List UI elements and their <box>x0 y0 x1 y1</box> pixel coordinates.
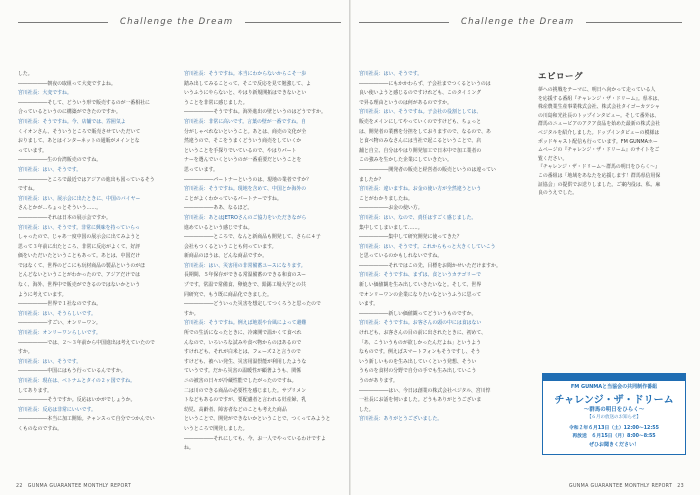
header-rule <box>245 22 341 23</box>
interview-line: すけども、被へい発生、災害用温摂能が利用したような <box>184 358 307 365</box>
interview-line: 宮川社長：はい、そうらしいです。 <box>18 310 96 317</box>
interview-line: 思って３年前に出たところ、非常に反応がよくて、好評 <box>18 243 141 250</box>
interview-line: ね。 <box>184 445 194 452</box>
interview-line: 然違うので、そこをうまくどういう商売をしていくか <box>184 138 302 145</box>
interview-line: 宮川社長：ありがとうございました。 <box>359 416 443 423</box>
interview-line: ――――――ああ、なるほど。 <box>184 205 253 212</box>
interview-line: 宮川社長：そうですね。例えば地震や台風によって避難 <box>184 320 307 327</box>
epilogue-line: 証協会」の提供でお送りしました。ご案内役は、私、麻 <box>538 181 661 188</box>
epilogue-line: 夢への挑戦をテーマに、明日へ向かって走っている人 <box>538 87 656 93</box>
epilogue-line: ベジタルを紹介しました。ドップインタビューの模様は <box>538 129 660 136</box>
epilogue-line: 株産農業生産事業株式会社、株式会社タイゴーカツシャ <box>538 104 660 111</box>
interview-line: 宮川社長：大変ですね。 <box>18 90 72 97</box>
right-page-header <box>359 15 682 29</box>
interview-line: ――――――本当に加工開始。チャンスって自分でつかんでい <box>18 416 155 423</box>
interview-line: おりまして、あとはインターネットの通販がメインとな <box>18 138 140 145</box>
epilogue-title: エピローグ <box>538 72 584 82</box>
interview-line: なものです。例えばスマートフォンもそうですし、そう <box>359 349 481 356</box>
interview-line: でオンリーワンの企業になりたいなというふうに思って <box>359 291 482 298</box>
header-title: Challenge the Dream <box>461 17 575 27</box>
interview-line: ――――――ところで、なんと新商品も開発して、さらに４子 <box>184 234 321 241</box>
interview-line: いうふうにやらないと、やはり新規開拓はできないとい <box>184 90 307 97</box>
interview-line: プです。常温で常備食、卵焼きで、鉛錫工場大学との共 <box>184 282 306 289</box>
promo-subtitle: ～群馬の明日をひらく～ <box>583 407 645 413</box>
interview-line: 宮川社長：そうですね。現地を含めて、中国とか海外の <box>184 186 307 193</box>
interview-line: 価をいただいたということもあって。あとは、中国だけ <box>18 253 141 260</box>
interview-line: ――――――集中して研究開発に使ってきた？ <box>359 234 462 241</box>
interview-line: した。 <box>18 71 33 77</box>
header-rule <box>359 22 449 23</box>
promo-airtime: 令和２年６月13日（土）12:00～12:55 <box>569 426 659 431</box>
epilogue-line: を応援する番組『チャレンジ・ザ・ドリーム』。県本は、 <box>538 95 663 102</box>
interview-line: 宮川社長：はい、そうです。 <box>18 166 82 173</box>
interview-line: 宮川社長：はい、災害用の非常備蓄ユースになります。 <box>184 262 306 269</box>
interview-line: 合っているというのに構築ができたのですか。 <box>18 109 121 116</box>
interview-line: ことがわかりましたね。 <box>359 195 413 202</box>
promo-caption: FM GUNMAと当協会の共同制作番組 <box>570 384 658 390</box>
left-column-1 <box>18 70 176 435</box>
interview-line: ですね。 <box>18 186 38 193</box>
interview-line: ように考えています。 <box>18 291 67 298</box>
interview-line: この強みを生かした企業にしていきたい。 <box>359 157 452 164</box>
interview-line: した。 <box>359 406 374 413</box>
page-footer: GUNMA GUARANTEE MONTHLY REPORT 23 <box>568 484 684 489</box>
interview-line: いうところで開発しました。 <box>184 425 248 432</box>
interview-line: 販売をメインにしてやっていくのですけども、ちょっと <box>359 118 482 125</box>
interview-line: ――――――パートナーというのは、現地の業者ですか？ <box>184 176 312 183</box>
interview-line: 宮川社長：違いますね。お金の使い方が全然違うという <box>359 186 482 193</box>
interview-line: くイオンさん、そういうところで販売させていただいて <box>18 128 141 135</box>
interview-line: います。 <box>359 301 379 308</box>
interview-line: 宮川社長：オンリーワンらしいです。 <box>18 330 101 337</box>
promo-call-to-action: ぜひお聞きください！ <box>588 442 639 448</box>
interview-line: 所での生活になったときに、冷凍開で温かくて食べれ <box>184 330 302 337</box>
interview-line: 宮川社長：そうですね、まずは、食というカテゴリーで <box>359 272 482 279</box>
interview-line: ということを手探りでいているので、やはりパート <box>184 147 297 154</box>
interview-line: 宮川社長：はい、そうです。 <box>359 71 423 77</box>
interview-line: 分がしゃべれないということ。あとは、商売の文化が全 <box>184 128 307 135</box>
interview-line: 新商品のほうは、どんな商品ですか。 <box>184 253 268 260</box>
interview-line: 舗と自立、自分はやはり開発加工で日本中で加工業者の <box>359 147 482 154</box>
interview-line: ――――――中国にはもう行っているんですか。 <box>18 368 126 375</box>
interview-line: ナーを選んでいくというのが一番重要だということを <box>184 157 302 164</box>
promo-title: チャレンジ・ザ・ドリーム <box>554 395 674 406</box>
program-promo-box <box>542 373 686 455</box>
promo-note: 【６月の放送のお知らせ】 <box>587 415 641 420</box>
interview-line: すか。 <box>18 349 33 356</box>
interview-line: っています。 <box>18 147 47 154</box>
interview-line: 宮川社長：そうですね。お客さんの頭の中には食はない <box>359 320 482 327</box>
interview-line: 思っています。 <box>184 166 218 173</box>
interview-line: 宮川社長：非常に高いです。言葉の壁が一番ですね。自 <box>184 118 306 125</box>
interview-line: すけれども、それが白米とは、フェーズ２と言うので <box>184 349 301 356</box>
interview-line: 同研究で、もう既に商品化できました。 <box>184 291 272 298</box>
interview-line: すか。 <box>184 310 199 317</box>
interview-line: 宮川社長：そうですね。今、店舗では、雰囲気よ <box>18 118 126 125</box>
header-rule <box>586 22 682 23</box>
left-page-header <box>18 15 341 29</box>
interview-line: うものを食材の分野で自分の手でも生み出していこう <box>359 368 477 375</box>
interview-line: 宮川社長：現在は、ベトナムとタイの２ヶ国ですね。 <box>18 378 136 384</box>
promo-band <box>543 374 685 381</box>
epilogue-line: この番組は「地域をあなたを応援します！群馬県信用保 <box>538 172 661 179</box>
interview-line: 良い使いようと感じるのですけれども、このタイミング <box>359 90 482 97</box>
interview-line: 「あ、こういうものが欲しかったんだよね」というよう <box>359 339 482 346</box>
interview-line: ことがよくわかっているパートナーですね。 <box>184 195 282 202</box>
interview-line: ――――――朝夜の取組って大変ですよね。 <box>18 80 116 87</box>
interview-line: しゃったので、じゃあ一度中国の展示会に出てみようと <box>18 234 141 241</box>
interview-line: ――――――そして、どういう形で販売するのが一番相社に <box>18 99 150 106</box>
interview-line: ――――――では、２～３年前から中国進出は考えていたので <box>18 339 155 346</box>
page-footer: 22 GUNMA GUARANTEE MONTHLY REPORT <box>16 484 132 489</box>
interview-line: 宮川社長：はい、そうです。これからもっと大きくしていこう <box>359 243 496 250</box>
interview-line: 宮川社長：はい、なので、責任はすごく感じました。 <box>359 214 477 221</box>
interview-line: ――――――どういった災害を想定してつくろうと思ったので <box>184 301 321 308</box>
interview-line: 宮川社長：はい、展示会に出たときに、中国のバイヤー <box>18 195 141 202</box>
interview-line: くものなのですね。 <box>18 425 63 432</box>
interview-line: ――――――そうですか。反応はいかがでしょうか。 <box>18 397 136 404</box>
interview-line: とんどないということがわかったので、アジアだけでは <box>18 272 140 279</box>
interview-line: 長期間、５年保存ができる常温備蓄のできる和食のスー <box>184 272 307 279</box>
interview-line: 宮川社長：はい、そうですね。子会社の役割としては、 <box>359 109 482 116</box>
interview-line: ていうです。だから災害の温暖性が顧著ようも、関係 <box>184 368 301 375</box>
interview-line: ――――――ところで最近ではアジアの進出も図っているそう <box>18 176 155 183</box>
interview-line: ――――――新しい価値観ってどういうものですか。 <box>359 310 477 317</box>
interview-line: ――――――開発者の販売と経営者の販売というのは違ってい <box>359 166 496 173</box>
interview-line: 集中してしまいまして……。 <box>359 224 423 231</box>
interview-line: ――――――それではこの先、目標をお聞かせいただけますか。 <box>359 262 501 269</box>
interview-line: ましたか？ <box>359 176 384 183</box>
interview-line: うことを非常に感じました。 <box>184 99 248 106</box>
interview-line: 宮川社長：反応は非常にいいです。 <box>18 406 96 413</box>
interview-line: 幼児、高齢者、障害者などのことも考えた商品 <box>184 406 287 413</box>
interview-line: 一社長にお話を伺いました。どうもありがとうございま <box>359 397 482 404</box>
interview-line: さんとかが…ちょっとそういう……。 <box>18 205 102 212</box>
epilogue-line: ポッドキャスト配信も行っています。FM GUNMAホー <box>538 138 658 145</box>
interview-line: ――――――お金の使い方。 <box>359 205 423 212</box>
interview-line: してあります。 <box>18 387 52 394</box>
interview-line: うのがあります。 <box>359 378 398 384</box>
interview-line: 宮川社長：そうですね。本当にわからないからこそ一歩 <box>184 71 307 77</box>
interview-line: 二は川のできる商品の必要性を感じました。サプリメン <box>184 387 306 394</box>
epilogue-line: の川島和光社長のトップインタビュー。そして番外は、 <box>538 112 660 119</box>
interview-line: 進めているという感じですね。 <box>184 224 253 231</box>
interview-line: は、開発者の業務を分担をしておりますので、なるので、あ <box>359 128 491 135</box>
interview-line: なく、海外、世界中で販売ができるのではないかという <box>18 282 141 289</box>
interview-line: 宮川社長：はい、そうです。 <box>18 358 82 365</box>
interview-line: けれども、お客さんの目の前に出されたときに、初めて、 <box>359 330 487 337</box>
left-page <box>0 0 349 495</box>
interview-line: ――――――すごい、オンリーワン。 <box>18 320 101 327</box>
right-page <box>351 0 700 495</box>
interview-line: ニの被害の日々が冷蔵性能でしたがったのですね。 <box>184 378 297 384</box>
interview-line: 会社もつくるということも伺っています。 <box>184 243 277 250</box>
interview-line: ――――――はい、今日は創業の株式会社ペジタル、宮川惇 <box>359 387 491 394</box>
interview-line: んなので、いろいろな試みや食べ物からのほあるので <box>184 339 302 346</box>
interview-line: ではなくて、世界のどこにも玩材商品の製品というのがほ <box>18 262 146 269</box>
header-title: Challenge the Dream <box>120 17 234 27</box>
interview-line: ――――――そうですね。海外進出の壁というのはどうですか。 <box>184 109 326 116</box>
interview-line: 踏み出してみることって、そこで反応を見て勉強して、よ <box>184 80 311 87</box>
interview-line: トなどもあるのですが、要配慮者と言われる妊産婦、乳 <box>184 397 307 404</box>
interview-line: 宮川社長：はい、そうです。非常に興味を持っていらっ <box>18 224 140 231</box>
right-column-1 <box>359 70 527 425</box>
promo-rebroadcast: 再放送 ６月15日（月）8:00～8:55 <box>572 434 656 439</box>
epilogue-line: ムページの『チャレンジ・ザ・ドリーム』のサイトをご <box>538 147 660 154</box>
interview-line: いう新しいものを生み出していくという発想、そうい <box>359 358 477 365</box>
epilogue-body <box>538 86 662 198</box>
interview-line: と思っているのかもしれないですね。 <box>359 253 443 260</box>
interview-line: ――――――それにしても、今、お一人でやっているわけですよ <box>184 435 326 442</box>
epilogue-line: 群馬のニュービアのアクア食品を始めた最新の株式会社 <box>538 121 661 128</box>
interview-line: と食べ物のみなさんには当社で起こるということで、店 <box>359 138 482 145</box>
epilogue-line: 覧ください。 <box>538 155 568 162</box>
interview-line: で昇る理由というのは何があるのですか。 <box>359 99 452 106</box>
epilogue-line: 良のうえでした。 <box>538 190 578 197</box>
interview-line: ――――――にもかかわらず、子会社までつくるというのは <box>359 80 491 87</box>
interview-line: ――――――それは日本の展示会ですか。 <box>18 214 111 221</box>
interview-line: ――――――世界で１社なのですね。 <box>18 301 102 308</box>
interview-line: ――――――生の台湾販売のですね。 <box>18 157 102 164</box>
interview-line: 新しい価値観を生み出していきたいなと。そして、世界 <box>359 282 482 289</box>
header-rule <box>18 22 108 23</box>
left-column-2 <box>184 70 342 454</box>
interview-line: 宮川社長：あとはJETROさんのご協力をいただきながら <box>184 214 307 221</box>
epilogue-line: 『チャレンジ・ザ・ドリーム～群馬の明日をひらく～』 <box>538 164 660 171</box>
interview-line: ということで、開発ができないかということで、つくってみようと <box>184 416 331 423</box>
